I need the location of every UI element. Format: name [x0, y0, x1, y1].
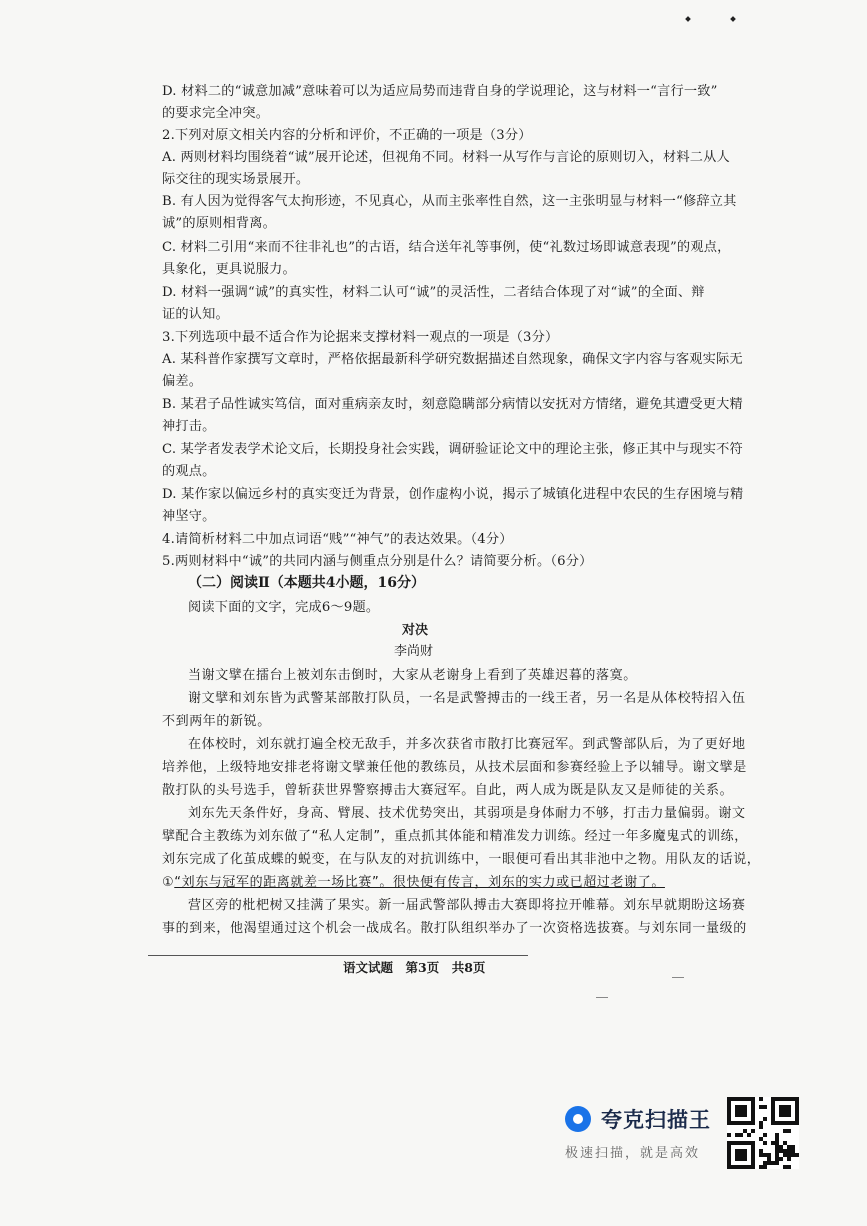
scan-artifact: [596, 997, 608, 998]
story-author: 李尚财: [394, 644, 434, 659]
story-line: 擘配合主教练为刘东做了“私人定制”，重点抓其体能和精准发力训练。经过一年多魔鬼式的训练，: [162, 829, 748, 844]
story-line: 散打队的头号选手，曾斩获世界警察搏击大赛冠军。自此，两人成为既是队友又是师徒的关系。: [162, 783, 734, 798]
question-4: 4.请简析材料二中加点词语“贱”“神气”的表达效果。（4分）: [162, 532, 513, 547]
q3-option-d-1: D. 某作家以偏远乡村的真实变迁为背景，创作虚构小说，揭示了城镇化进程中农民的生存困境与精: [162, 487, 744, 502]
story-title: 对决: [402, 623, 429, 638]
story-line-marked: [162, 871, 665, 890]
q2-option-b-1: B. 有人因为觉得客气太拘形迹，不见真心，从而主张率性自然，这一主张明显与材料一“修辞立其: [162, 194, 737, 209]
qr-module: [763, 1105, 767, 1109]
option-d-line-2: 的要求完全冲突。: [162, 106, 270, 121]
qr-module: [787, 1157, 791, 1161]
q2-option-a-2: 际交往的现实场景展开。: [162, 172, 310, 187]
qr-module: [795, 1153, 799, 1157]
story-line: 谢文擘和刘东皆为武警某部散打队员，一名是武警搏击的一线王者，另一名是从体校特招入伍: [188, 691, 746, 706]
qr-module: [763, 1165, 767, 1169]
q3-option-d-2: 神坚守。: [162, 509, 216, 524]
story-line: 事的到来，他渴望通过这个机会一战成名。散打队组织举办了一次资格选拔赛。与刘东同一量级的: [162, 921, 747, 936]
qr-module: [775, 1161, 779, 1165]
brand-slogan: 极速扫描，就是高效: [565, 1146, 701, 1161]
question-2: 2.下列对原文相关内容的分析和评价，不正确的一项是（3分）: [162, 128, 532, 143]
story-line: 在体校时，刘东就打遍全校无敌手，并多次获省市散打比赛冠军。到武警部队后，为了更好地: [188, 737, 746, 752]
section-title: （二）阅读Ⅱ（本题共4小题，16分）: [188, 575, 426, 591]
qr-module: [779, 1157, 783, 1161]
question-5: 5.两则材料中“诚”的共同内涵与侧重点分别是什么？请简要分析。（6分）: [162, 554, 593, 569]
q3-option-b-2: 神打击。: [162, 419, 216, 434]
qr-code-icon: [727, 1097, 799, 1169]
q2-option-c-2: 具象化，更具说服力。: [162, 262, 296, 277]
qr-module: [727, 1133, 731, 1137]
q3-option-a-1: A. 某科普作家撰写文章时，严格依据最新科学研究数据描述自然现象，确保文字内容与客观实际无: [162, 352, 743, 367]
q2-option-d-1: D. 材料一强调“诚”的真实性，材料二认可“诚”的灵活性，二者结合体现了对“诚”的全面、辩: [162, 285, 705, 300]
question-3: 3.下列选项中最不适合作为论据来支撑材料一观点的一项是（3分）: [162, 330, 559, 345]
instruction: 阅读下面的文字，完成6～9题。: [188, 600, 380, 615]
q3-option-c-1: C. 某学者发表学术论文后，长期投身社会实践，调研验证论文中的理论主张，修正其中与现实不符: [162, 442, 743, 457]
story-line: 当谢文擘在擂台上被刘东击倒时，大家从老谢身上看到了英雄迟暮的落寞。: [188, 668, 637, 683]
qr-module: [763, 1141, 767, 1145]
qr-module: [759, 1125, 763, 1129]
brand-name: 夸克扫描王: [601, 1108, 711, 1132]
scan-mark: [685, 16, 691, 22]
qr-module: [747, 1133, 751, 1137]
qr-module: [763, 1117, 767, 1121]
qr-module: [751, 1129, 755, 1133]
footer-rule: [148, 955, 528, 956]
q3-option-c-2: 的观点。: [162, 464, 216, 479]
q2-option-b-2: 诚”的原则相背离。: [162, 216, 277, 231]
scanner-watermark: [565, 1100, 725, 1162]
q2-option-a-1: A. 两则材料均围绕着“诚”展开论述，但视角不同。材料一从写作与言论的原则切入，材料二从人: [162, 150, 730, 165]
qr-finder: [735, 1105, 747, 1117]
story-line: 培养他，上级特地安排老将谢文擘兼任他的教练员，从技术层面和参赛经验上予以辅导。谢文擘是: [162, 760, 747, 775]
qr-finder: [779, 1105, 791, 1117]
qr-module: [787, 1129, 791, 1133]
qr-module: [739, 1133, 743, 1137]
page-footer: 语文试题 第3页 共8页: [343, 960, 486, 975]
q2-option-d-2: 证的认知。: [162, 307, 229, 322]
scan-mark: [730, 16, 736, 22]
story-line: 刘东完成了化茧成蝶的蜕变，在与队友的对抗训练中，一眼便可看出其非池中之物。用队友的话说，: [162, 852, 761, 867]
underlined-quote: “刘东与冠军的距离就差一场比赛”。很快便有传言，刘东的实力或已超过老谢了。: [174, 875, 665, 890]
story-line: 营区旁的枇杷树又挂满了果实。新一届武警部队搏击大赛即将拉开帷幕。刘东早就期盼这场赛: [188, 898, 746, 913]
option-d-line-1: D. 材料二的“诚意加减”意味着可以为适应局势而违背自身的学说理论，这与材料一“言行一致”: [162, 84, 718, 99]
story-line: 刘东先天条件好，身高、臂展、技术优势突出，其弱项是身体耐力不够，打击力量偏弱。谢文: [188, 806, 746, 821]
qr-module: [763, 1133, 767, 1137]
story-line: 不到两年的新锐。: [162, 714, 271, 729]
q3-option-a-2: 偏差。: [162, 374, 203, 389]
quark-logo-icon: [565, 1106, 591, 1132]
q3-option-b-1: B. 某君子品性诚实笃信，面对重病亲友时，刻意隐瞒部分病情以安抚对方情绪，避免其遭受更大精: [162, 397, 743, 412]
qr-finder: [735, 1149, 747, 1161]
circle-marker: ①: [162, 875, 175, 890]
qr-module: [759, 1097, 763, 1101]
scan-artifact: [672, 977, 684, 978]
qr-module: [787, 1165, 791, 1169]
q2-option-c-1: C. 材料二引用“来而不往非礼也”的古语，结合送年礼等事例，使“礼数过场即诚意表现”的观点，: [162, 240, 731, 255]
